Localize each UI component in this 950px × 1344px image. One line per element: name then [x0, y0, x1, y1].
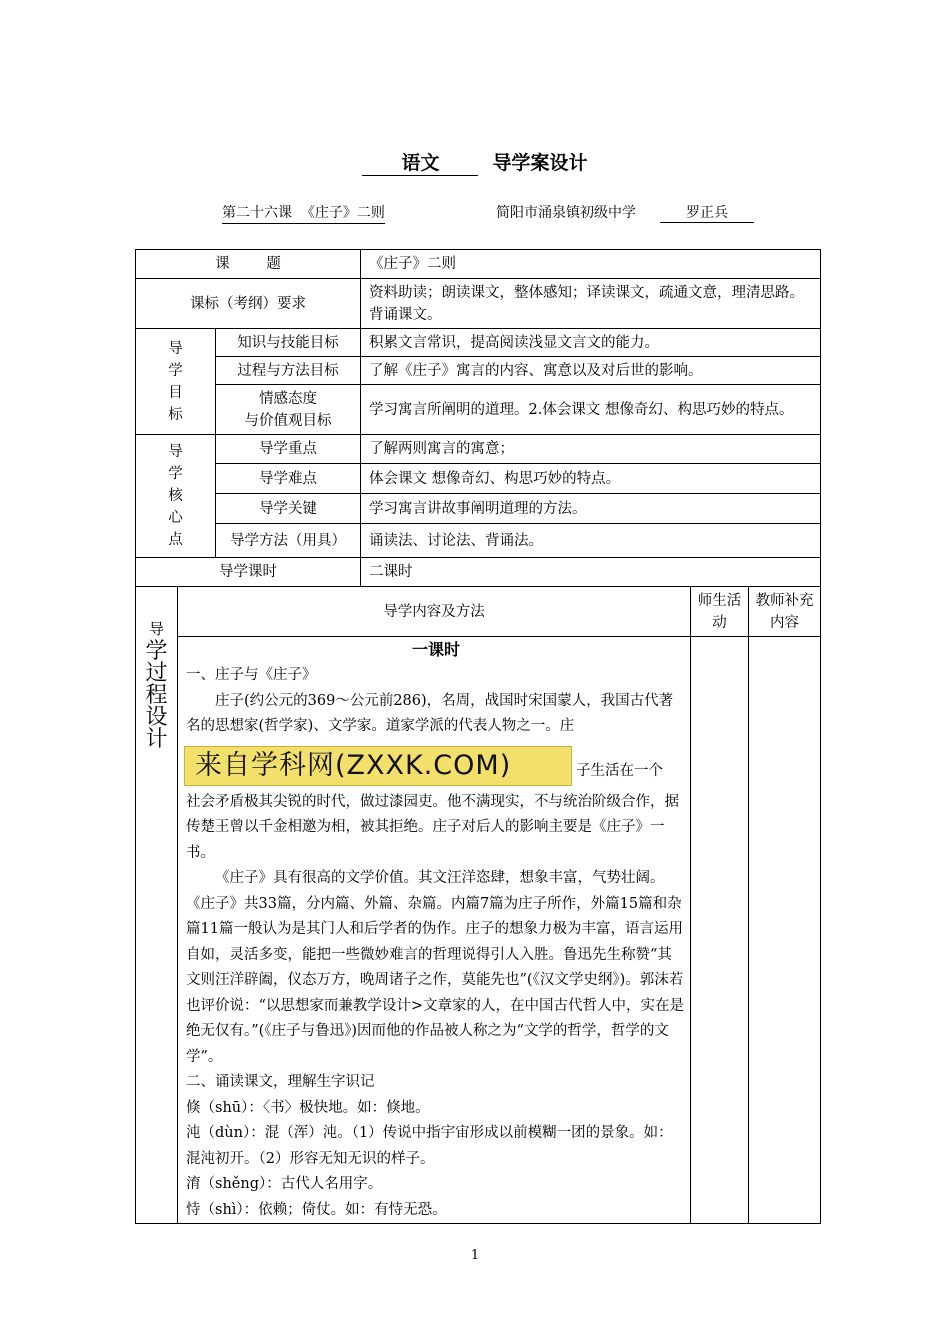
- goal-value-knowledge: 积累文言常识，提高阅读浅显文言文的能力。: [361, 329, 821, 357]
- core-value-difficulty: 体会课文 想像奇幻、构思巧妙的特点。: [361, 464, 821, 494]
- goal-label-emotion-2: 与价值观目标: [244, 412, 332, 429]
- topic-value: 《庄子》二则: [361, 250, 821, 279]
- paragraph-1c: 社会矛盾极其尖锐的时代，做过漆园吏。他不满现实，不与统治阶级合作，据传楚王曾以千金相邀为相，被其拒绝。庄子对后人的影响主要是《庄子》一书。: [186, 793, 679, 861]
- core-label-method: 导学方法（用具）: [216, 524, 361, 558]
- core-value-key: 学习寓言讲故事阐明道理的方法。: [361, 494, 821, 524]
- core-group-label: [136, 435, 216, 558]
- core-label-focus: 导学重点: [216, 435, 361, 464]
- process-group-label: [136, 587, 178, 1224]
- lesson-name: 第二十六课 《庄子》二则: [222, 202, 385, 224]
- goals-group-label: [136, 329, 216, 435]
- watermark-row: [186, 740, 686, 790]
- standard-value: 资料助读；朗读课文，整体感知；译读课文，疏通文意，理清思路。背诵课文。: [361, 279, 821, 329]
- author-name: 罗正兵: [660, 202, 754, 223]
- content-header: 导学内容及方法: [178, 587, 691, 637]
- word-entry-1: 倏（shū）：〈书〉极快地。如：倏地。: [186, 1099, 430, 1116]
- goal-label-emotion: [216, 385, 361, 435]
- hours-value: 二课时: [361, 558, 821, 587]
- core-label-difficulty: 导学难点: [216, 464, 361, 494]
- section-heading-1: 一、庄子与《庄子》: [186, 667, 317, 683]
- page-number: 1: [470, 1248, 480, 1263]
- content-body: [178, 637, 691, 1224]
- goals-group-text: 导学目标: [168, 340, 183, 423]
- col-supplement-header: 教师补充内容: [749, 587, 821, 637]
- lesson-plan-table: [135, 249, 821, 1224]
- title-text: 导学案设计: [492, 152, 588, 174]
- activity-cell: [691, 637, 749, 1224]
- paragraph-2: 《庄子》具有很高的文学价值。其文汪洋恣肆，想象丰富，气势壮阔。《庄子》共33篇，分内篇、外篇、杂篇。内篇7篇为庄子所作，外篇15篇和杂篇11篇一般认为是其门人和后学者的伪作。庄子的想象力极为丰富，语言运用自如，灵活多变，能把一些微妙难言的哲理说得引人入胜。鲁迅先生称赞“其文则汪洋辟阖，仪态万方，晚周诸子之作，莫能先也”(《汉文学史纲》)。郭沫若也评价说：“以思想家而兼教学设计>文章家的人，在中国古代哲人中，实在是绝无仅有。”(《庄子与鲁迅》)因而他的作品被人称之为“文学的哲学，哲学的文学”。: [186, 870, 685, 1065]
- goal-value-process: 了解《庄子》寓言的内容、寓意以及对后世的影响。: [361, 357, 821, 385]
- school-name: 简阳市涌泉镇初级中学: [496, 205, 636, 221]
- paragraph-1b: 子生活在一个: [576, 762, 663, 779]
- subject-underlined: 语文: [362, 148, 478, 176]
- process-group-first: 导: [148, 620, 164, 638]
- word-entry-2: 沌（dùn）：混（浑）沌。（1）传说中指宇宙形成以前模糊一团的景象。如：混沌初开。（2）形容无知无识的样子。: [186, 1125, 673, 1167]
- goal-value-emotion: 学习寓言所阐明的道理。2.体会课文 想像奇幻、构思巧妙的特点。: [361, 385, 821, 435]
- core-value-focus: 了解两则寓言的寓意；: [361, 435, 821, 464]
- section-heading-2: 二、诵读课文，理解生字识记: [186, 1074, 375, 1090]
- word-entry-3: 淯（shěng）：古代人名用字。: [186, 1176, 383, 1192]
- document-title: [0, 148, 950, 176]
- core-value-method: 诵读法、讨论法、背诵法。: [361, 524, 821, 558]
- goal-label-process: 过程与方法目标: [216, 357, 361, 385]
- core-group-text: 导学核心点: [168, 444, 183, 548]
- paragraph-1a: 庄子(约公元的369～公元前286)，名周，战国时宋国蒙人，我国古代著名的思想家(哲学家)、文学家。道家学派的代表人物之一。庄: [186, 692, 674, 734]
- supplement-cell: [749, 637, 821, 1224]
- col-activity-header: 师生活动: [691, 587, 749, 637]
- goal-label-knowledge: 知识与技能目标: [216, 329, 361, 357]
- lesson-heading: 一课时: [411, 640, 460, 659]
- word-entry-4: 恃（shì）：依赖；倚仗。如：有恃无恐。: [186, 1201, 447, 1218]
- process-group-rest: 学过程设计: [145, 639, 168, 752]
- core-label-key: 导学关键: [216, 494, 361, 524]
- topic-label: 课 题: [136, 250, 361, 279]
- standard-label: 课标（考纲）要求: [136, 279, 361, 329]
- hours-label: 导学课时: [136, 558, 361, 587]
- goal-label-emotion-1: 情感态度: [259, 390, 317, 407]
- watermark-banner: 来自学科网(ZXXK.COM): [184, 746, 572, 786]
